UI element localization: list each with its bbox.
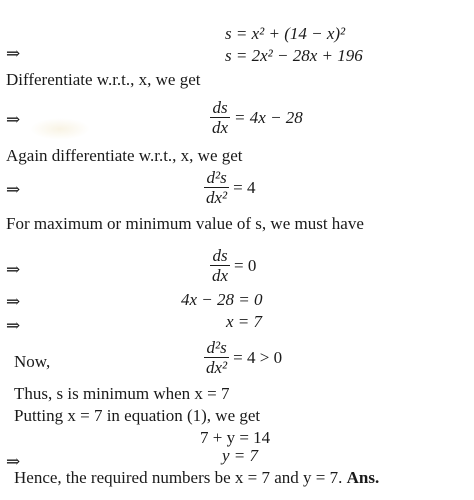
equation-y-equals-7: y = 7 (222, 446, 259, 465)
now-label: Now, (14, 352, 51, 371)
paper-stain (30, 118, 90, 140)
equation-4x-minus-28: 4x − 28 = 0 (181, 290, 263, 309)
equation-7-plus-y: 7 + y = 14 (200, 428, 271, 447)
implies-arrow: ⇒ (6, 110, 21, 129)
again-differentiate-text: Again differentiate w.r.t., x, we get (6, 146, 243, 165)
differentiate-text: Differentiate w.r.t., x, we get (6, 70, 201, 89)
answer-label: Ans. (346, 468, 380, 487)
fraction-ds-dx: $\frac{ds}{dx}$ (212, 98, 229, 137)
implies-arrow: ⇒ (6, 260, 21, 279)
equation-s-square-sum: s = x² + (14 − x)² (225, 24, 346, 43)
implies-arrow: ⇒ (6, 452, 21, 471)
implies-arrow: ⇒ (6, 316, 21, 335)
second-derivative-equation: $\frac{\text{d²s}}{\text{dx²}}$ = 4 (206, 168, 256, 207)
equation-x-equals-7: x = 7 (226, 312, 263, 331)
critical-point-equation: $\frac{ds}{dx}$ = 0 (212, 246, 257, 285)
equation-s-expanded: s = 2x² − 28x + 196 (225, 46, 363, 65)
implies-arrow: ⇒ (6, 292, 21, 311)
conclusion-text: Hence, the required numbers be x = 7 and y = 7. Ans. (14, 468, 380, 487)
second-derivative-positive: $\frac{\text{d²s}}{\text{dx²}}$ = 4 > 0 (206, 338, 283, 377)
first-derivative-equation: $\frac{ds}{dx}$ = 4x − 28 (212, 98, 303, 137)
implies-arrow: ⇒ (6, 44, 21, 63)
putting-text: Putting x = 7 in equation (1), we get (14, 406, 261, 425)
max-min-condition-text: For maximum or minimum value of s, we must have (6, 214, 364, 233)
thus-minimum-text: Thus, s is minimum when x = 7 (14, 384, 230, 403)
implies-arrow: ⇒ (6, 180, 21, 199)
